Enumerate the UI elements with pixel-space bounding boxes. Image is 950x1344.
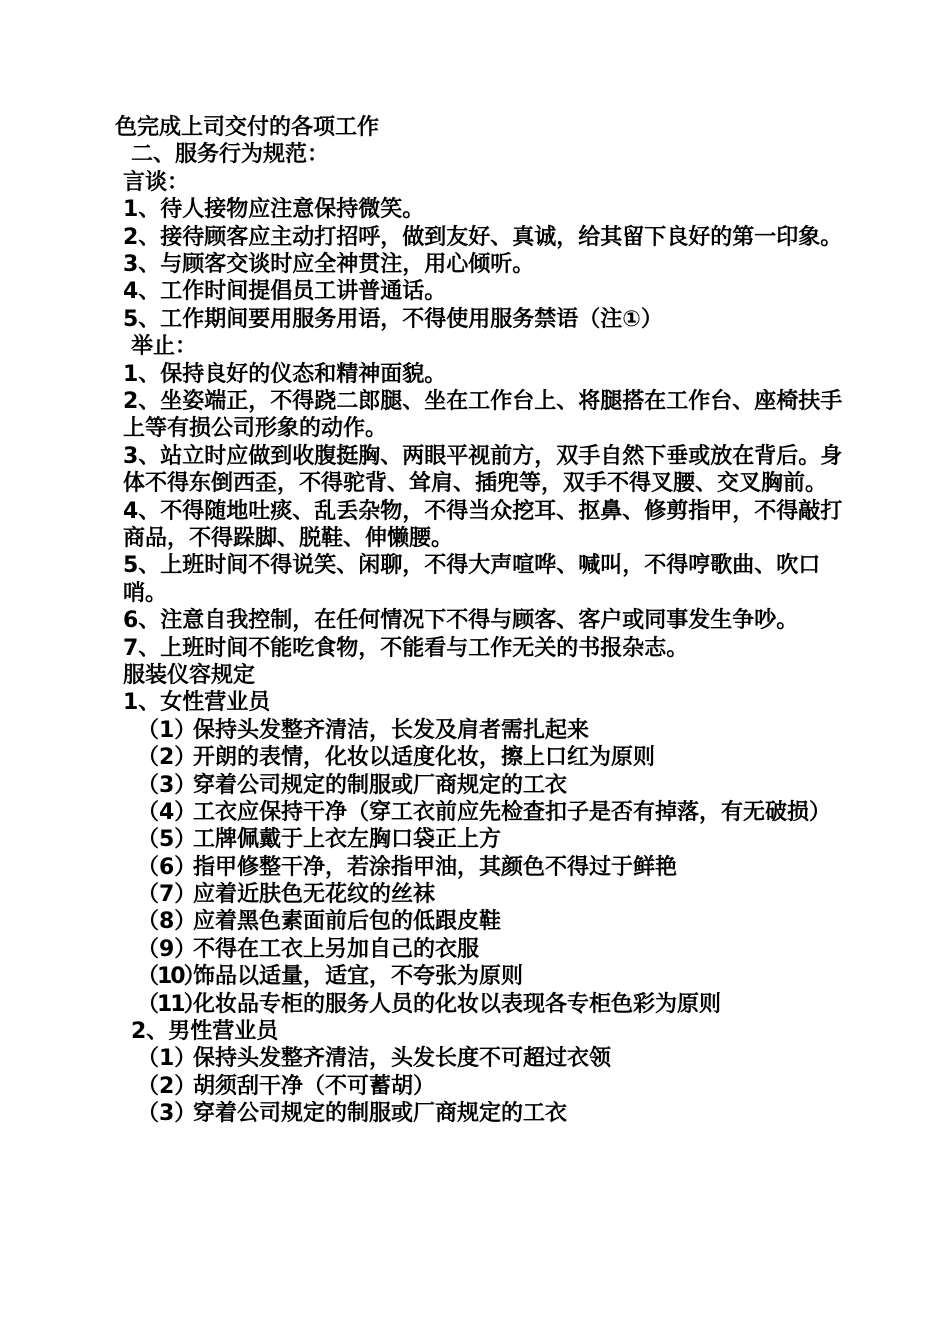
list-item-text: 指甲修整干净，若涂指甲油，其颜色不得过于鲜艳 — [193, 854, 678, 880]
list-item-number: （2） — [137, 1073, 197, 1099]
female-staff-list — [115, 717, 845, 1018]
document-body — [115, 114, 845, 1128]
list-item-text: 饰品以适量，适宜，不夸张为原则 — [193, 964, 524, 990]
list-item — [115, 908, 845, 935]
list-item-number: （6） — [137, 854, 197, 880]
list-item — [115, 744, 845, 771]
list-item — [115, 881, 845, 908]
behavior-rule-7: 7、上班时间不能吃食物，不能看与工作无关的书报杂志。 — [123, 635, 689, 661]
behavior-rule-2: 2、坐姿端正，不得跷二郎腿、坐在工作台上、将腿搭在工作台、座椅扶手上等有损公司形象的动作。 — [123, 388, 843, 442]
speech-rule-1: 1、待人接物应注意保持微笑。 — [123, 197, 425, 223]
speech-rule-5: 5、工作期间要用服务用语，不得使用服务禁语（注①） — [123, 306, 663, 332]
list-item — [115, 854, 845, 881]
behavior-rule-3: 3、站立时应做到收腹挺胸、两眼平视前方，双手自然下垂或放在背后。身体不得东倒西歪，不得驼背、耸肩、插兜等，双手不得叉腰、交叉胸前。 — [123, 443, 843, 497]
list-item-number: （9） — [137, 936, 197, 962]
list-item-number: （11） — [137, 991, 204, 1017]
list-item-number: （3） — [137, 1101, 197, 1127]
list-item-text: 化妆品专柜的服务人员的化妆以表现各专柜色彩为原则 — [193, 991, 722, 1017]
speech-rule-3: 3、与顾客交谈时应全神贯注，用心倾听。 — [123, 251, 535, 277]
section-heading-service-conduct: 二、服务行为规范： — [131, 142, 330, 168]
behavior-rule-6: 6、注意自我控制，在任何情况下不得与顾客、客户或同事发生争吵。 — [123, 608, 799, 634]
text-line-continuation: 色完成上司交付的各项工作 — [115, 115, 380, 140]
behavior-rule-5: 5、上班时间不得说笑、闲聊，不得大声喧哗、喊叫，不得哼歌曲、吹口哨。 — [123, 553, 821, 606]
speech-rule-4: 4、工作时间提倡员工讲普通话。 — [123, 279, 447, 305]
list-item — [115, 772, 845, 799]
list-item-text: 工衣应保持干净（穿工衣前应先检查扣子是否有掉落，有无破损） — [193, 799, 832, 825]
list-item-text: 应着黑色素面前后包的低跟皮鞋 — [193, 909, 502, 935]
list-item-text: 保持头发整齐清洁，长发及肩者需扎起来 — [193, 717, 590, 743]
list-item — [115, 799, 845, 826]
list-item — [115, 936, 845, 963]
male-staff-list — [115, 1045, 845, 1127]
list-item-text: 应着近肤色无花纹的丝袜 — [193, 882, 436, 908]
list-item-text: 穿着公司规定的制服或厂商规定的工衣 — [193, 772, 568, 798]
list-item — [115, 1073, 845, 1100]
list-item-number: （3） — [137, 772, 197, 798]
list-item-text: 不得在工衣上另加自己的衣服 — [193, 936, 480, 962]
list-item-number: （7） — [137, 882, 197, 908]
list-item-text: 开朗的表情，化妆以适度化妆，擦上口红为原则 — [193, 745, 656, 771]
subheading-speech: 言谈： — [123, 169, 190, 195]
subheading-female-staff: 1、女性营业员 — [123, 690, 271, 716]
subheading-dress-code: 服装仪容规定 — [123, 662, 256, 688]
list-item-text: 工牌佩戴于上衣左胸口袋正上方 — [193, 827, 502, 853]
list-item-number: （1） — [137, 1046, 197, 1072]
list-item — [115, 1045, 845, 1072]
list-item — [115, 717, 845, 744]
list-item — [115, 963, 845, 990]
list-item-number: （8） — [137, 909, 197, 935]
list-item — [115, 826, 845, 853]
list-item — [115, 1100, 845, 1127]
list-item-number: （10） — [137, 964, 204, 990]
list-item-number: （2） — [137, 745, 197, 771]
list-item-text: 胡须刮干净（不可蓄胡） — [193, 1073, 436, 1099]
list-item-text: 穿着公司规定的制服或厂商规定的工衣 — [193, 1101, 568, 1127]
list-item-number: （5） — [137, 827, 197, 853]
speech-rule-2: 2、接待顾客应主动打招呼，做到友好、真诚，给其留下良好的第一印象。 — [123, 224, 843, 250]
behavior-rule-4: 4、不得随地吐痰、乱丢杂物，不得当众挖耳、抠鼻、修剪指甲，不得敲打商品，不得跺脚、脱鞋、伸懒腰。 — [123, 498, 843, 551]
subheading-male-staff: 2、男性营业员 — [131, 1019, 279, 1045]
subheading-behavior: 举止： — [131, 334, 198, 360]
list-item-text: 保持头发整齐清洁，头发长度不可超过衣领 — [193, 1046, 612, 1072]
list-item-number: （4） — [137, 799, 197, 825]
behavior-rule-1: 1、保持良好的仪态和精神面貌。 — [123, 361, 447, 387]
list-item — [115, 991, 845, 1018]
list-item-number: （1） — [137, 717, 197, 743]
